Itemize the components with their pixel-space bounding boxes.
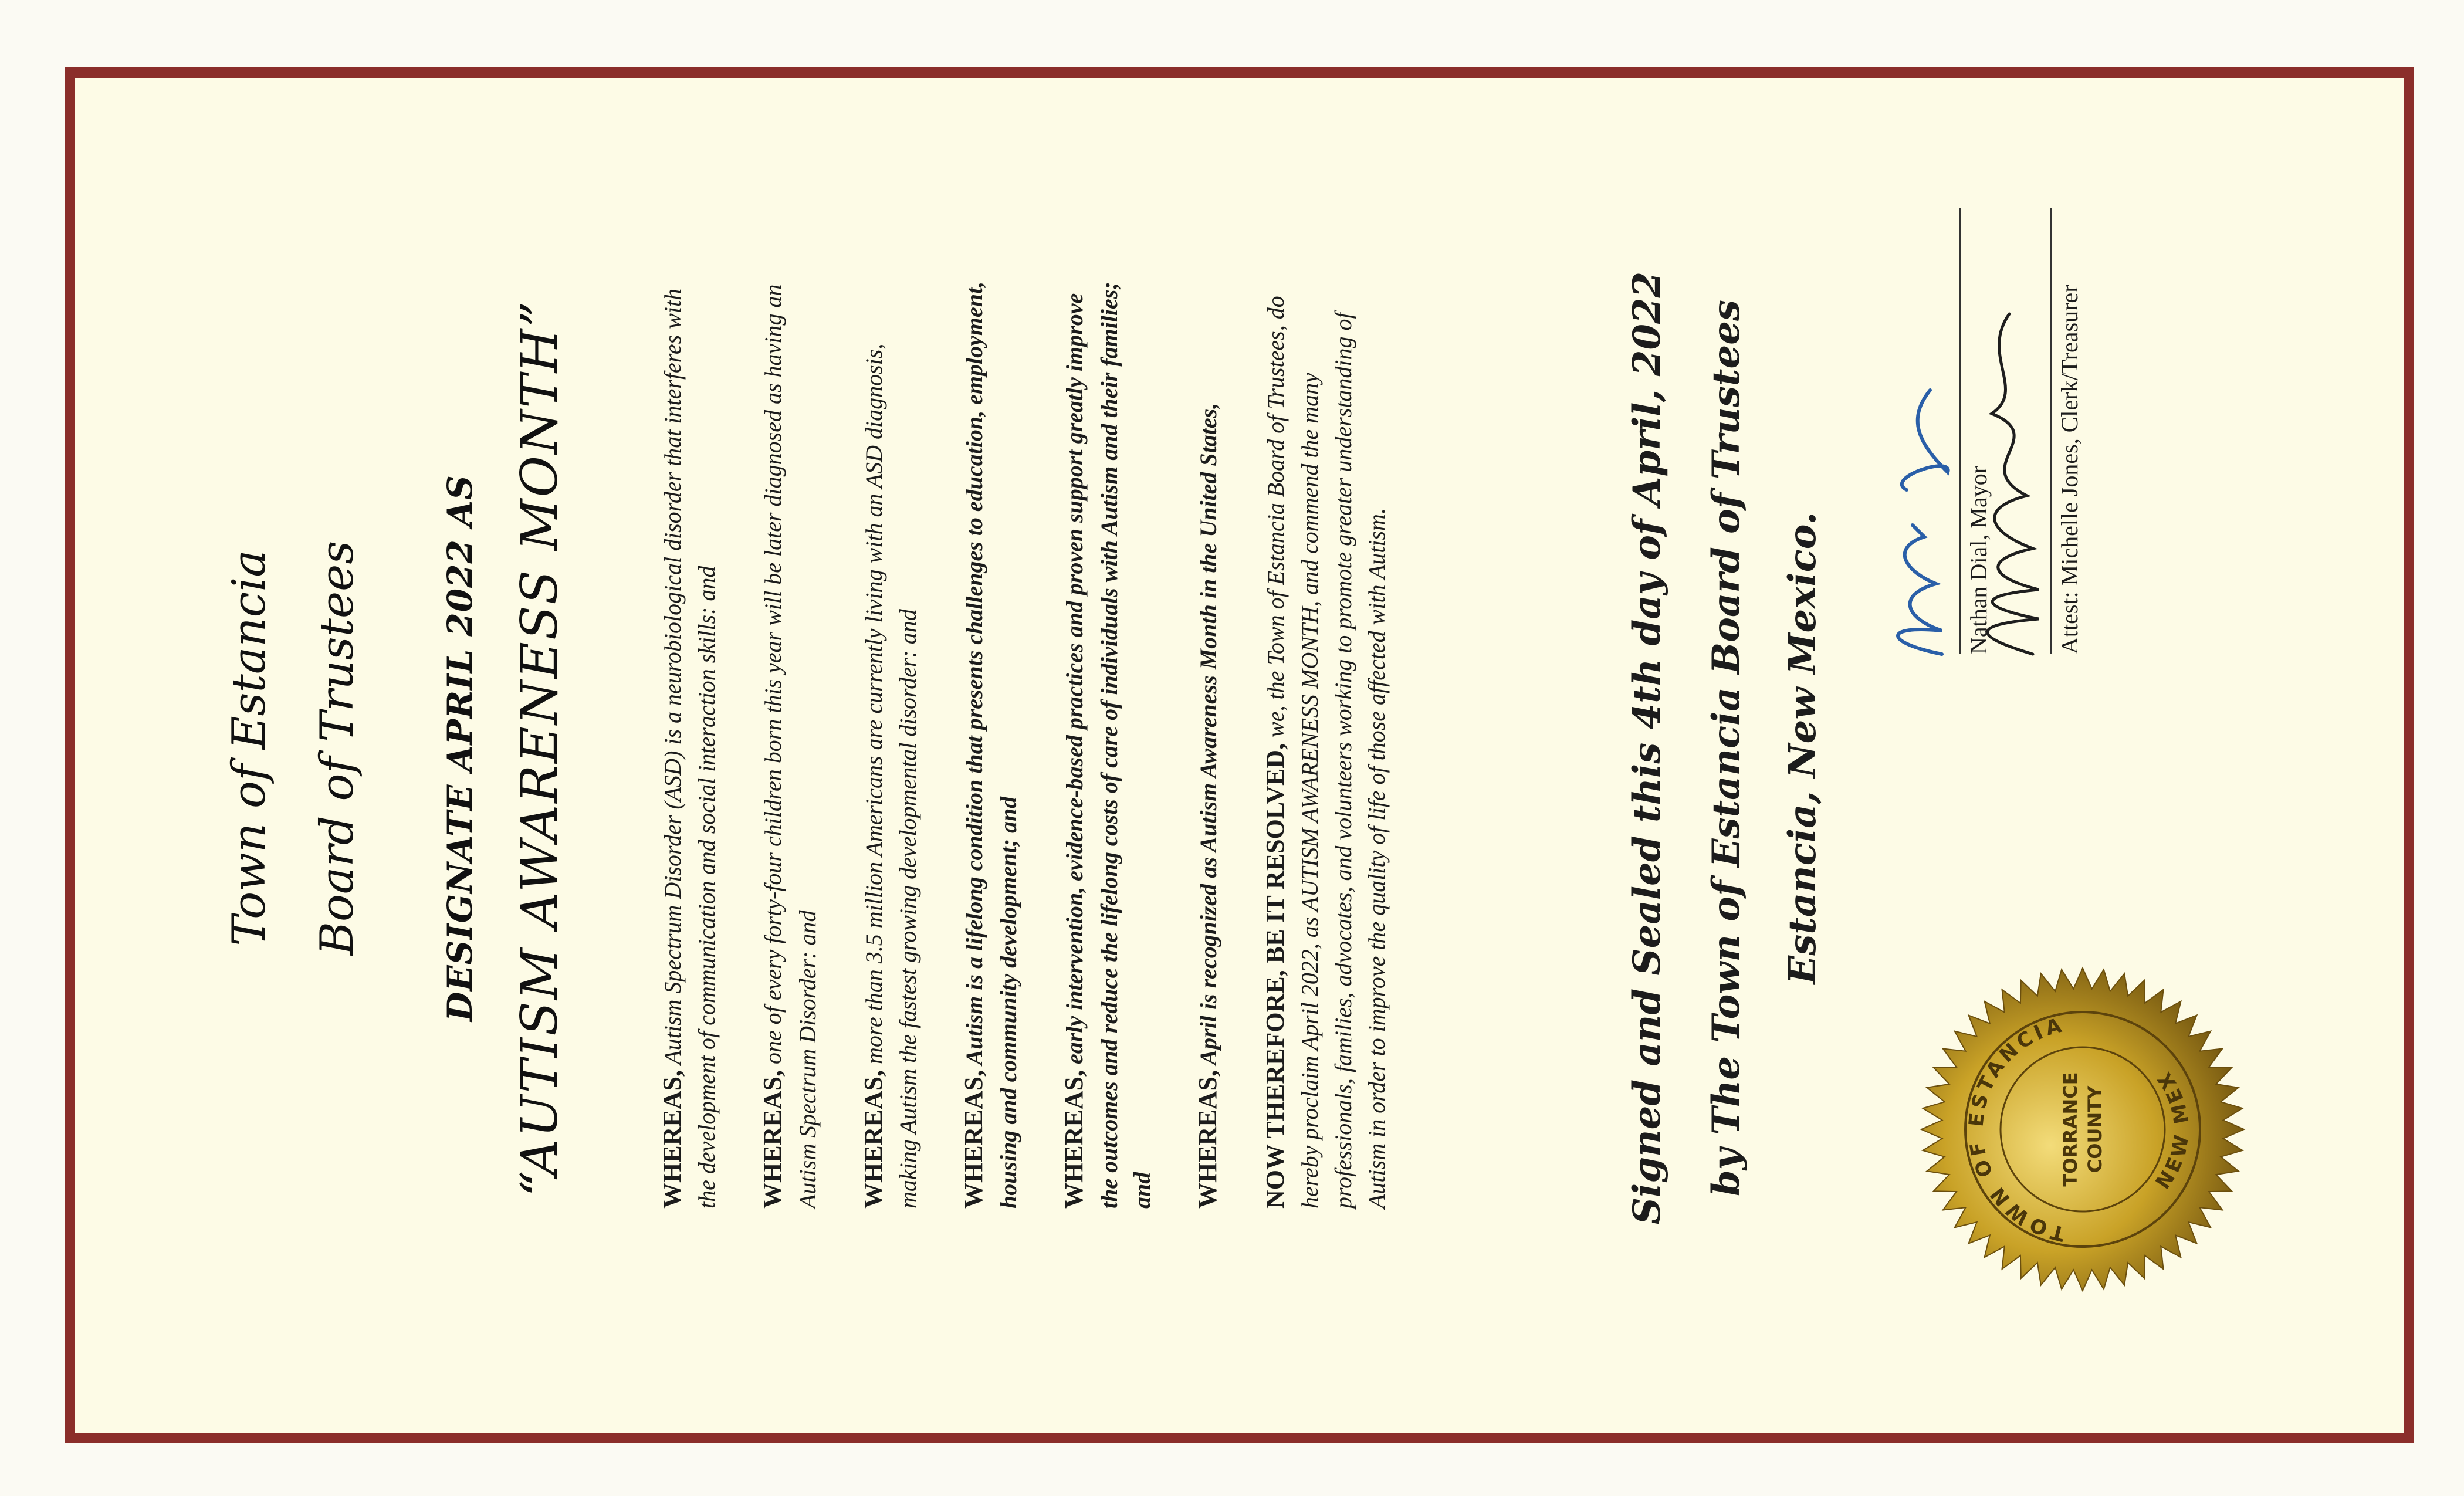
clause-text: April is recognized as Autism Awareness Month in the United States, xyxy=(1195,402,1222,1071)
signed-line-1: Signed and Sealed this 4th day of April, 2022 xyxy=(1625,271,1669,1225)
clause-4 xyxy=(956,270,1025,1209)
clause-text: Autism is a lifelong condition that presents challenges to education, employment, housing and community development; and xyxy=(960,281,1022,1209)
signed-line-3: Estancia, New Mexico. xyxy=(1781,512,1825,984)
clause-lead: WHEREAS, xyxy=(858,1070,888,1209)
clause-lead: NOW THEREFORE, BE IT RESOLVED, xyxy=(1260,743,1289,1209)
clerk-signature-icon xyxy=(1957,296,2056,660)
clause-2 xyxy=(754,270,824,1209)
clerk-signature-block xyxy=(2050,208,2083,654)
gold-seal-icon xyxy=(1918,965,2247,1294)
clause-resolved xyxy=(1257,270,1394,1209)
mayor-signature-icon xyxy=(1871,337,1959,666)
clerk-name: Attest: Michelle Jones, Clerk/Treasurer xyxy=(2056,285,2083,654)
clause-text: early intervention, evidence-based practices and proven support greatly improve the outcomes and reduce the lifelong costs of care of individuals with Autism and their families; and xyxy=(1061,282,1156,1209)
signed-line-2: by The Town of Estancia Board of Trustees xyxy=(1704,300,1748,1196)
designate-heading: DESIGNATE APRIL 2022 AS xyxy=(440,475,480,1021)
clause-text: we, the Town of Estancia Board of Trustees, do hereby proclaim April 2022, as AUTISM AWARENESS MONTH, and commend the many professionals, families, advocates, and volunteers working to promote greater understanding of Autism in order to improve the quality of life of those affected with Autism. xyxy=(1262,296,1390,1209)
clause-lead: WHEREAS, xyxy=(1193,1070,1223,1209)
seal-bottom-text: NEW MEX xyxy=(2151,1065,2195,1194)
board-title: Board of Trustees xyxy=(311,540,364,956)
town-title: Town of Estancia xyxy=(223,550,276,946)
clause-lead: WHEREAS, xyxy=(959,1070,988,1209)
clause-lead: WHEREAS, xyxy=(758,1070,787,1209)
clause-1 xyxy=(654,270,724,1209)
seal-top-text: TOWN OF ESTANCIA xyxy=(1964,1013,2067,1246)
clause-6 xyxy=(1190,270,1226,1209)
clause-text: more than 3.5 million Americans are currently living with an ASD diagnosis, making Autism the fastest growing developmental disorder: and xyxy=(860,343,921,1209)
clause-text: Autism Spectrum Disorder (ASD) is a neurobiological disorder that interferes with the development of communication and social interaction skills: and xyxy=(659,288,720,1209)
clause-3 xyxy=(855,270,925,1209)
clause-text: one of every forty-four children born this year will be later diagnosed as having an Autism Spectrum Disorder: and xyxy=(760,284,821,1209)
clause-lead: WHEREAS, xyxy=(658,1070,686,1209)
clause-5 xyxy=(1056,270,1159,1209)
seal-center-1: TORRANCE xyxy=(2059,1072,2081,1187)
mayor-name: Nathan Dial, Mayor xyxy=(1965,465,1992,654)
whereas-clauses xyxy=(654,270,1424,1209)
proclamation-content xyxy=(88,132,2376,1364)
seal-center-2: COUNTY xyxy=(2084,1085,2106,1173)
proclamation-title: “AUTISM AWARENESS MONTH” xyxy=(510,299,569,1197)
clause-lead: WHEREAS, xyxy=(1060,1070,1089,1209)
